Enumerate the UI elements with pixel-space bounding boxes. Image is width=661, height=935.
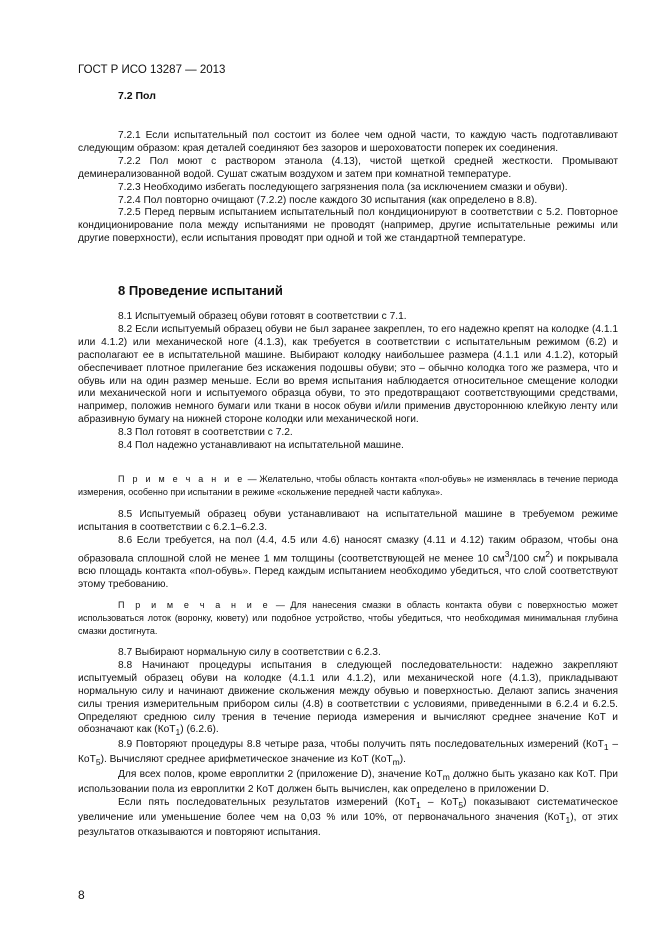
note-2-text: — Для нанесения смазки в область контакта обуви с поверхностью может использоваться лоток (воронку, кювету) или подобное устройство, чтобы убедиться, что необходимая минимальная глубина смазки достигнута. bbox=[78, 600, 618, 636]
paragraph-7-2-1: 7.2.1 Если испытательный пол состоит из более чем одной части, то каждую часть подготавливают следующим образом: края деталей соединяют без зазоров и шероховатости поперек их соединения. bbox=[78, 130, 618, 154]
note-1 bbox=[78, 473, 618, 499]
paragraph-8-8: 8.8 Начинают процедуры испытания в следующей последовательности: надежно закрепляют испытуемый образец обуви на колодке (4.1.1 или 4.1.2), или механической ноге (4.1.3), прикладывают нормальную силу и начинают движение скольжения между обувью и поверхностью. Делают запись значения силы трения измерительным прибором силы (4.8) в соответствии с условиями, приведенными в 6.2.4 и 6.2.5. Определяют среднюю силу трения в течение периода измерения и вычисляют среднее значение КоТ и обозначают как (КоТ$_1$) (6.2.6). bbox=[78, 659, 618, 738]
paragraph-8-2: 8.2 Если испытуемый образец обуви не был заранее закреплен, то его надежно крепят на колодке (4.1.1 или 4.1.2) или механической ноге (4.1.3), как требуется в соответствии с испытательным режимом (6.2) и располагают ее в испытательной машине. Выбирают колодку наибольшее размера (4.1.1 или 4.1.2), который обеспечивает плотное прилегание без искажения подошвы обуви; это – обычно колодка того же размера, что и обувь или на один размер меньше. Если во время испытания наблюдается относительное смещение колодки или механической ноги и испытуемого образца обуви, то это предотвращают соответствующими средствами, например, положив немного бумаги или ткани в носок обуви и/или применив двустороннюю клейкую ленту или абразивную бумагу на нижней стороне колодки или механической ноги. bbox=[78, 323, 618, 426]
paragraph-all-floors: Для всех полов, кроме европлитки 2 (приложение D), значение КоТ$_m$ должно быть указано как КоТ. При использовании пола из европлитки 2 КоТ должен быть вычислен, как определено в приложении D. bbox=[78, 769, 618, 796]
document-header: ГОСТ Р ИСО 13287 — 2013 bbox=[78, 64, 226, 76]
paragraph-8-4: 8.4 Пол надежно устанавливают на испытательной машине. bbox=[118, 440, 404, 452]
paragraph-7-2-3: 7.2.3 Необходимо избегать последующего загрязнения пола (за исключением смазки и обуви). bbox=[118, 181, 568, 193]
paragraph-8-9: 8.9 Повторяют процедуры 8.8 четыре раза, чтобы получить пять последовательных измерений (КоТ$_1$ – КоТ$_5$). Вычисляют среднее арифметическое значение из КоТ (КоТ$_m$). bbox=[78, 739, 618, 768]
section-8-title: 8 Проведение испытаний bbox=[118, 283, 283, 298]
paragraph-8-7: 8.7 Выбирают нормальную силу в соответствии с 6.2.3. bbox=[118, 647, 381, 658]
note-1-text: — Желательно, чтобы область контакта «пол-обувь» не изменялась в течение периода измерения, особенно при испытании в режиме «скольжение передней части каблука». bbox=[78, 474, 618, 497]
paragraph-8-6: 8.6 Если требуется, на пол (4.4, 4.5 или 4.6) наносят смазку (4.11 и 4.12) таким образом, чтобы она образовала сплошной слой не менее 1 мм толщины (соответствующей не менее 10 $см^3/100$ $см^2$) и покрывала всю площадь контакта «пол-обувь». Перед каждым испытанием необходимо убедиться, что слой соответствуют этому требованию. bbox=[78, 534, 618, 590]
section-7-2-title: 7.2 Пол bbox=[118, 90, 156, 102]
page-number: 8 bbox=[78, 888, 85, 902]
paragraph-7-2-4: 7.2.4 Пол повторно очищают (7.2.2) после каждого 30 испытания (как определено в 8.8). bbox=[118, 194, 538, 206]
paragraph-7-2-5: 7.2.5 Перед первым испытанием испытательный пол кондиционируют в соответствии с 5.2. Повторное кондиционирование пола между испытаниями не проводят (например, другие испытательные режимы или другие поверхности), если испытания проводят при одной и той же стандартной температуре. bbox=[78, 207, 618, 245]
section-8-block-2 bbox=[78, 509, 618, 592]
paragraph-8-5: 8.5 Испытуемый образец обуви устанавливают на испытательной машине в требуемом режиме испытания в соответствии с 6.2.1–6.2.3. bbox=[78, 509, 618, 533]
paragraph-8-1: 8.1 Испытуемый образец обуви готовят в соответствии с 7.1. bbox=[118, 311, 407, 322]
note-2 bbox=[78, 599, 618, 638]
section-8-block-3 bbox=[78, 647, 618, 840]
note-2-label: П р и м е ч а н и е bbox=[118, 600, 271, 610]
note-1-label: П р и м е ч а н и е bbox=[118, 474, 245, 484]
paragraph-if-five: Если пять последовательных результатов измерений (КоТ$_1$ – КоТ$_5$) показывают систематическое увеличение или уменьшение более чем на 0,03 % или 10%, от первоначального значения (КоТ$_1$), от этих результатов отказываются и повторяют испытания. bbox=[78, 797, 618, 838]
paragraph-7-2-2: 7.2.2 Пол моют с раствором этанола (4.13), чистой щеткой средней жесткости. Промывают деминерализованной водой. Сушат сжатым воздухом и затем при комнатной температуре. bbox=[78, 155, 618, 180]
paragraph-8-3: 8.3 Пол готовят в соответствии с 7.2. bbox=[118, 427, 293, 439]
section-7-2-body bbox=[78, 130, 618, 246]
section-8-block-1 bbox=[78, 311, 618, 453]
